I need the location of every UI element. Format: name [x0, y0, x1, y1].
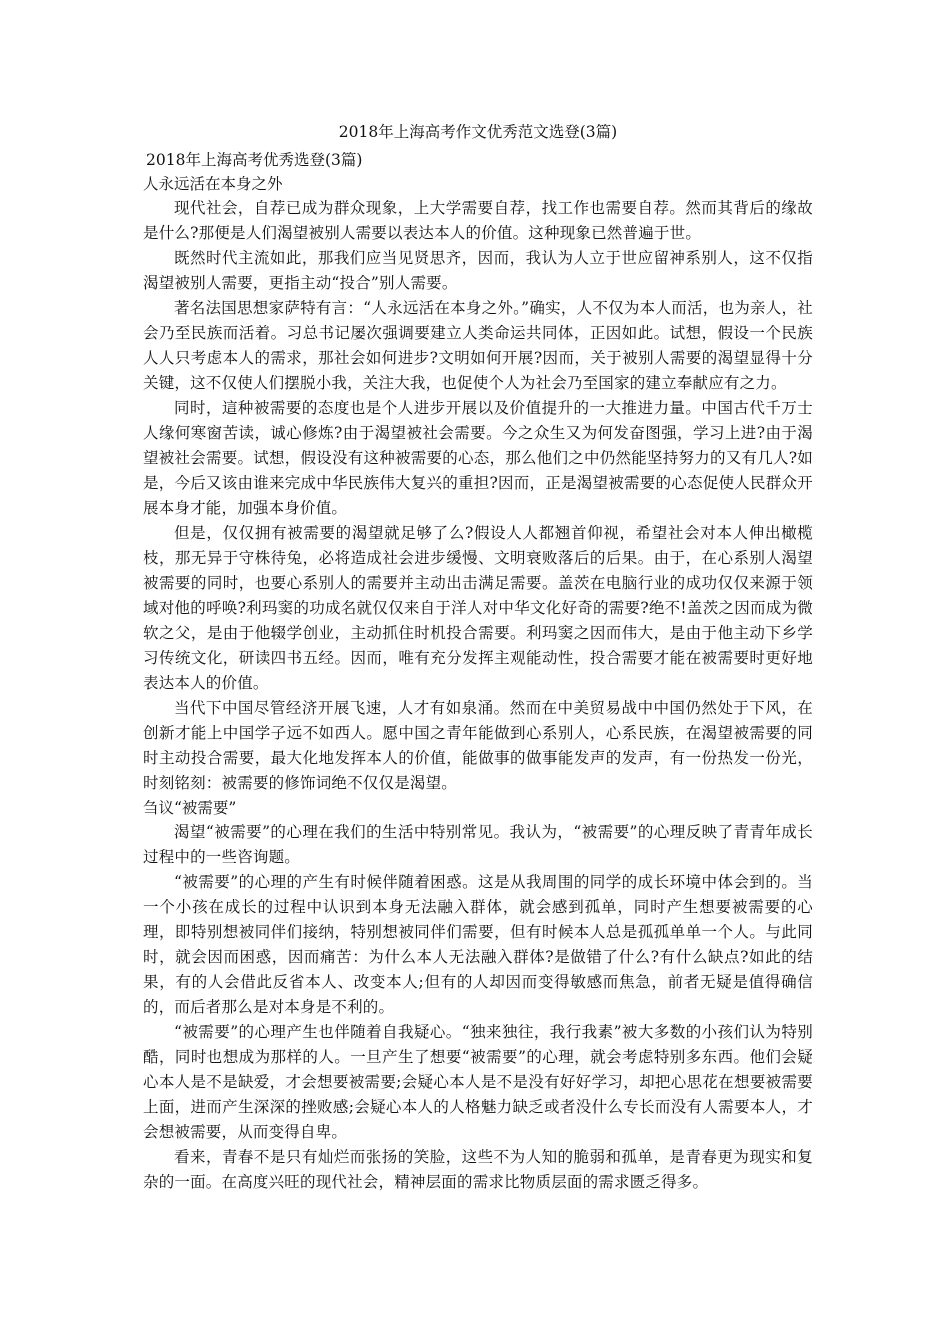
essay-section-2	[143, 796, 813, 1195]
paragraph: 著名法国思想家萨特有言：“人永远活在本身之外。”确实，人不仅为本人而活，也为亲人，社会乃至民族而活着。习总书记屡次强调要建立人类命运共同体，正因如此。试想，假设一个民族人人只考虑本人的需求，那社会如何进步?文明如何开展?因而，关于被别人需要的渴望显得十分关键，这不仅使人们摆脱小我，关注大我，也促使个人为社会乃至国家的建立奉献应有之力。	[143, 299, 813, 392]
paragraph: 渴望“被需要”的心理在我们的生活中特别常见。我认为，“被需要”的心理反映了青青年成长过程中的一些咨询题。	[143, 823, 813, 866]
essay-section-1	[143, 172, 813, 796]
paragraph: “被需要”的心理的产生有时候伴随着困惑。这是从我周围的同学的成长环境中体会到的。当一个小孩在成长的过程中认识到本身无法融入群体，就会感到孤单，同时产生想要被需要的心理，即特别想被同伴们接纳，特别想被同伴们需要，但有时候本人总是孤孤单单一个人。与此同时，就会因而困惑，因而痛苦：为什么本人无法融入群体?是做错了什么?有什么缺点?如此的结果，有的人会借此反省本人、改变本人;但有的人却因而变得敏感而焦急，前者无疑是值得确信的，而后者那么是对本身是不利的。	[143, 873, 813, 1016]
paragraph: 当代下中国尽管经济开展飞速，人才有如泉涌。然而在中美贸易战中中国仍然处于下风，在创新才能上中国学子远不如西人。愿中国之青年能做到心系别人，心系民族，在渴望被需要的同时主动投合需要，最大化地发挥本人的价值，能做事的做事能发声的发声，有一份热发一份光，时刻铭刻：被需要的修饰词绝不仅仅是渴望。	[143, 699, 813, 792]
document-subtitle: 2018年上海高考优秀选登(3篇)	[146, 151, 363, 169]
paragraph: 看来，青春不是只有灿烂而张扬的笑脸，这些不为人知的脆弱和孤单，是青春更为现实和复杂的一面。在高度兴旺的现代社会，精神层面的需求比物质层面的需求匮乏得多。	[143, 1148, 813, 1191]
section-heading: 人永远活在本身之外	[143, 175, 283, 193]
paragraph: “被需要”的心理产生也伴随着自我疑心。“独来独往，我行我素”被大多数的小孩们认为特别酷，同时也想成为那样的人。一旦产生了想要“被需要”的心理，就会考虑特别多东西。他们会疑心本人是不是缺爱，才会想要被需要;会疑心本人是不是没有好好学习，却把心思花在想要被需要上面，进而产生深深的挫败感;会疑心本人的人格魅力缺乏或者没什么专长而没有人需要本人，才会想被需要，从而变得自卑。	[143, 1023, 813, 1141]
document-title: 2018年上海高考作文优秀范文选登(3篇)	[338, 123, 618, 141]
paragraph: 既然时代主流如此，那我们应当见贤思齐，因而，我认为人立于世应留神系别人，这不仅指渴望被别人需要，更指主动“投合”别人需要。	[143, 249, 813, 292]
document-page	[143, 120, 813, 1195]
paragraph: 现代社会，自荐已成为群众现象，上大学需要自荐，找工作也需要自荐。然而其背后的缘故是什么?那便是人们渴望被别人需要以表达本人的价值。这种现象已然普遍于世。	[143, 199, 813, 242]
paragraph: 同时，這种被需要的态度也是个人进步开展以及价值提升的一大推进力量。中国古代千万士人缘何寒窗苦读，诚心修炼?由于渴望被社会需要。今之众生又为何发奋图强，学习上进?由于渴望被社会需要。试想，假设没有这种被需要的心态，那么他们之中仍然能坚持努力的又有几人?如是，今后又该由谁来完成中华民族伟大复兴的重担?因而，正是渴望被需要的心态促使人民群众开展本身才能，加强本身价值。	[143, 399, 813, 517]
section-heading: 刍议“被需要”	[143, 799, 237, 817]
paragraph: 但是，仅仅拥有被需要的渴望就足够了么?假设人人都翘首仰视，希望社会对本人伸出橄榄枝，那无异于守株待兔，必将造成社会进步缓慢、文明衰败落后的后果。由于，在心系别人渴望被需要的同时，也要心系别人的需要并主动出击满足需要。盖茨在电脑行业的成功仅仅来源于领域对他的呼唤?利玛窦的功成名就仅仅来自于洋人对中华文化好奇的需要?绝不!盖茨之因而成为微软之父，是由于他辍学创业，主动抓住时机投合需要。利玛窦之因而伟大，是由于他主动下乡学习传统文化，研读四书五经。因而，唯有充分发挥主观能动性，投合需要才能在被需要时更好地表达本人的价值。	[143, 524, 813, 692]
